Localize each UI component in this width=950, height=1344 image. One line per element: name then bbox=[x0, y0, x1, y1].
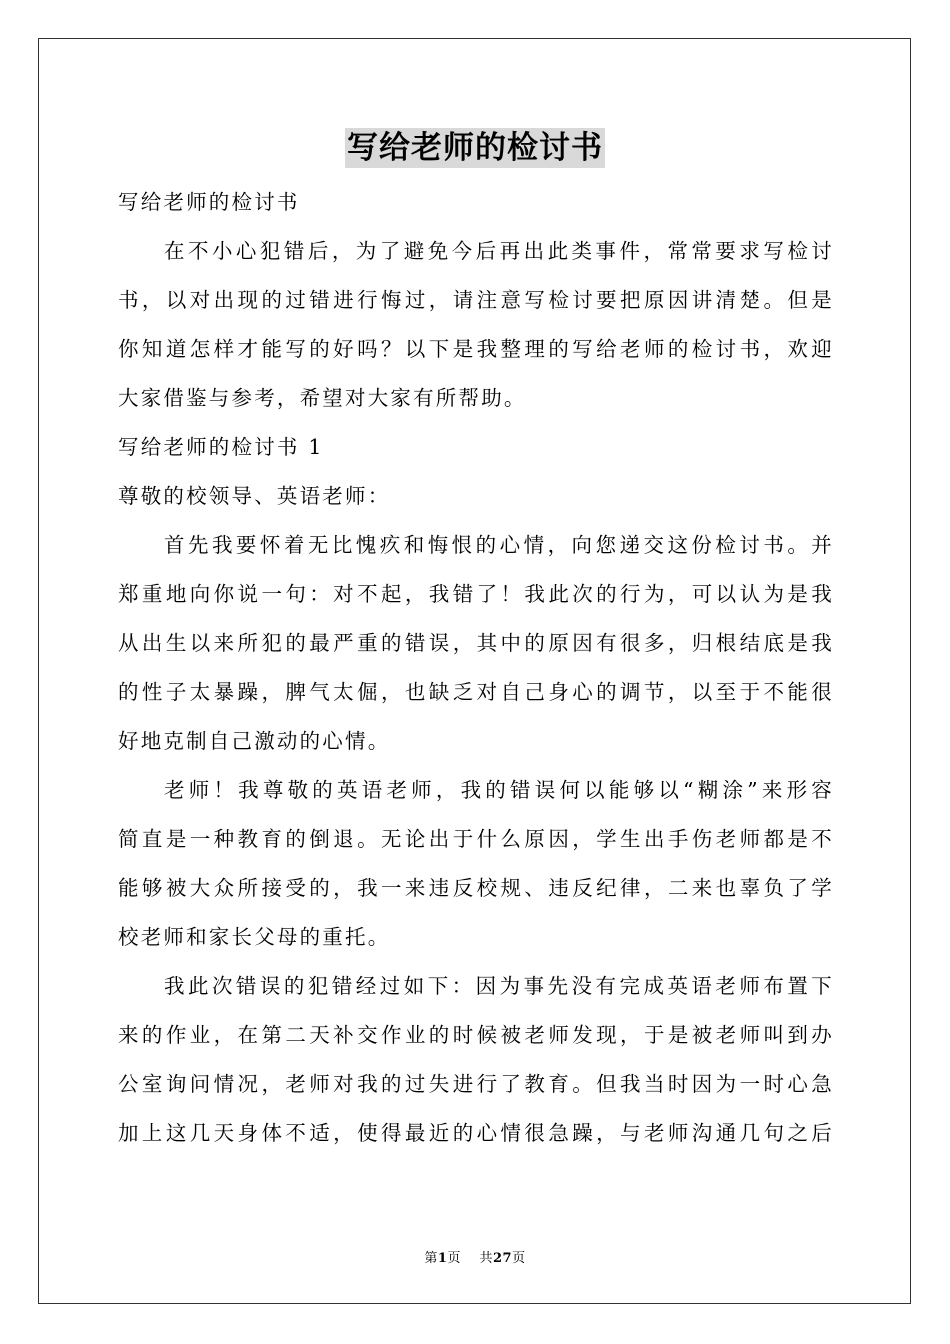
text-line: 校老师和家长父母的重托。 bbox=[118, 925, 391, 949]
footer-total-unit: 页 bbox=[512, 1251, 526, 1266]
footer-total-prefix: 共 bbox=[479, 1251, 493, 1266]
title-wrap bbox=[0, 128, 950, 168]
text-line: 来的作业，在第二天补交作业的时候被老师发现，于是被老师叫到办 bbox=[118, 1023, 834, 1047]
text-line: 我此次错误的犯错经过如下：因为事先没有完成英语老师布置下 bbox=[164, 974, 834, 998]
text-line: 大家借鉴与参考，希望对大家有所帮助。 bbox=[118, 386, 527, 410]
text-line: 加上这几天身体不适，使得最近的心情很急躁，与老师沟通几句之后 bbox=[118, 1121, 834, 1145]
text-line: 能够被大众所接受的，我一来违反校规、违反纪律，二来也辜负了学 bbox=[118, 876, 834, 900]
footer-page-number: 1 bbox=[437, 1251, 448, 1266]
text-line: 从出生以来所犯的最严重的错误，其中的原因有很多，归根结底是我 bbox=[118, 631, 834, 655]
page-footer bbox=[0, 1247, 950, 1266]
text-line: 你知道怎样才能写的好吗？以下是我整理的写给老师的检讨书，欢迎 bbox=[118, 337, 834, 361]
document-body bbox=[118, 178, 834, 1158]
text-line: 尊敬的校领导、英语老师： bbox=[118, 484, 391, 508]
text-line: 写给老师的检讨书 1 bbox=[118, 435, 324, 459]
text-line: 老师！我尊敬的英语老师，我的错误何以能够以“糊涂”来形容 bbox=[164, 778, 834, 802]
text-line: 的性子太暴躁，脾气太倔，也缺乏对自己身心的调节，以至于不能很 bbox=[118, 680, 834, 704]
footer-page-prefix: 第 bbox=[424, 1251, 438, 1266]
text-line: 公室询问情况，老师对我的过失进行了教育。但我当时因为一时心急 bbox=[118, 1072, 834, 1096]
footer-total-pages: 27 bbox=[493, 1251, 513, 1266]
text-line: 首先我要怀着无比愧疚和悔恨的心情，向您递交这份检讨书。并 bbox=[164, 533, 834, 557]
document-title: 写给老师的检讨书 bbox=[347, 130, 603, 166]
text-line: 书，以对出现的过错进行悔过，请注意写检讨要把原因讲清楚。但是 bbox=[118, 288, 834, 312]
text-line: 郑重地向你说一句：对不起，我错了！我此次的行为，可以认为是我 bbox=[118, 582, 834, 606]
text-line: 写给老师的检讨书 bbox=[118, 190, 300, 214]
text-line: 简直是一种教育的倒退。无论出于什么原因，学生出手伤老师都是不 bbox=[118, 827, 834, 851]
text-line: 好地克制自己激动的心情。 bbox=[118, 729, 391, 753]
text-line: 在不小心犯错后，为了避免今后再出此类事件，常常要求写检讨 bbox=[164, 239, 834, 263]
footer-page-unit: 页 bbox=[447, 1251, 461, 1266]
